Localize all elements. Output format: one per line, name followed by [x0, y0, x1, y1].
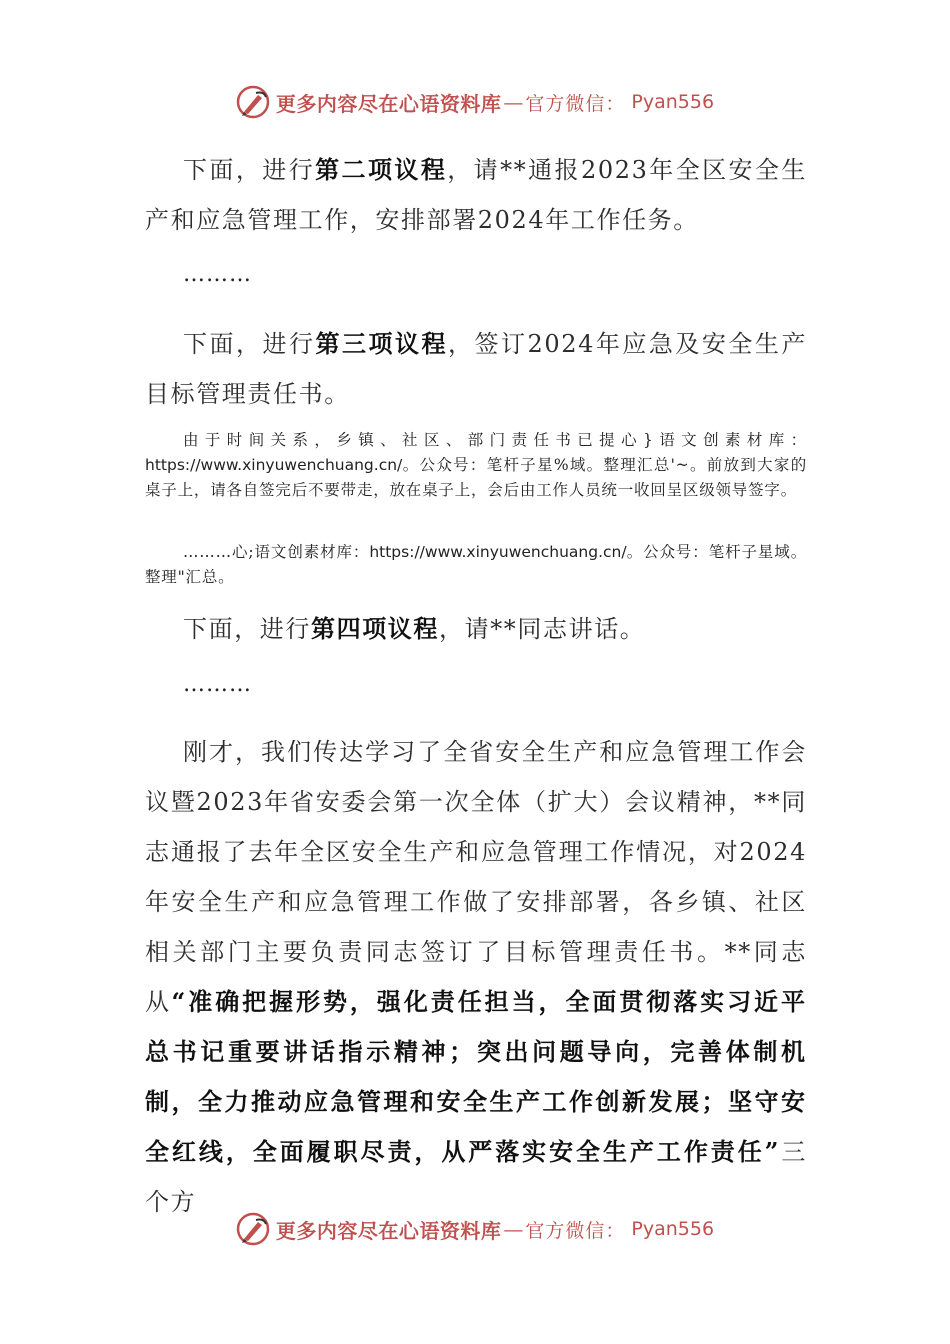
ellipsis-2: ………: [183, 672, 252, 697]
p1-body: ，请**通报2023年全区安全生产和应急管理工作，安排部署2024年工作任务。: [145, 156, 807, 234]
banner-main-text: 更多内容尽在心语资料库: [275, 1218, 502, 1243]
banner-wechat-label: 官方微信：: [525, 1219, 626, 1242]
small2-a: ………心;语文创素材库：: [183, 543, 370, 561]
banner-wechat-id: Pyan556: [631, 1218, 715, 1240]
small-note-2: [145, 540, 807, 590]
header-watermark-banner: [0, 82, 950, 122]
p2-lead: 下面，进行: [183, 330, 316, 358]
small2-url: https://www.xinyuwenchuang.cn/: [369, 543, 627, 561]
agenda-item-4-paragraph: [145, 604, 807, 654]
small2-b: 。公众号：笔杆子星域。整理"汇总。: [145, 543, 807, 586]
p4-bold-quote: “准确把握形势，强化责任担当，全面贯彻落实习近平总书记重要讲话指示精神；突出问题导向，完善体制机制，全力推动应急管理和安全生产工作创新发展；坚守安全红线，全面履职尽责，从严落实安全生产工作责任”: [145, 987, 807, 1166]
banner-wechat-label: 官方微信：: [525, 92, 626, 115]
p1-bold: 第二项议程: [315, 155, 448, 184]
pen-logo-icon: [236, 85, 270, 119]
p3-bold: 第四项议程: [311, 614, 439, 643]
small-note-1: [145, 428, 807, 503]
p3-body: ，请**同志讲话。: [439, 615, 646, 643]
p4-normal: 刚才，我们传达学习了全省安全生产和应急管理工作会议暨2023年省安委会第一次全体（扩大）会议精神，**同志通报了去年全区安全生产和应急管理工作情况，对2024年安全生产和应急管理工作做了安排部署，各乡镇、社区相关部门主要负责同志签订了目标管理责任书。**同志从: [145, 738, 807, 1016]
p2-body: ，签订2024年应急及安全生产目标管理责任书。: [145, 330, 808, 408]
banner-dash: —: [503, 1217, 524, 1241]
small1-url: https://www.xinyuwenchuang.cn/: [145, 456, 403, 474]
p3-lead: 下面，进行: [183, 615, 311, 643]
small1-a: 由于时间关系，乡镇、社区、部门责任书已提心}语文创素材库：: [183, 431, 807, 449]
p2-bold: 第三项议程: [315, 329, 449, 358]
banner-wechat-id: Pyan556: [631, 91, 715, 113]
summary-paragraph: [145, 727, 807, 1227]
pen-logo-icon: [236, 1212, 270, 1246]
p4-tail: 三个方: [145, 1138, 807, 1216]
footer-watermark-banner: [0, 1209, 950, 1249]
small1-b: 。公众号：笔杆子星%域。整理汇总'~。前放到大家的桌子上，请各自签完后不要带走，放在桌子上，会后由工作人员统一收回呈区级领导签字。: [145, 456, 807, 499]
agenda-item-3-paragraph: [145, 319, 807, 419]
banner-main-text: 更多内容尽在心语资料库: [275, 91, 502, 116]
p1-lead: 下面，进行: [183, 156, 316, 184]
agenda-item-2-paragraph: [145, 145, 807, 245]
banner-dash: —: [503, 90, 524, 114]
ellipsis-1: ………: [183, 262, 252, 287]
